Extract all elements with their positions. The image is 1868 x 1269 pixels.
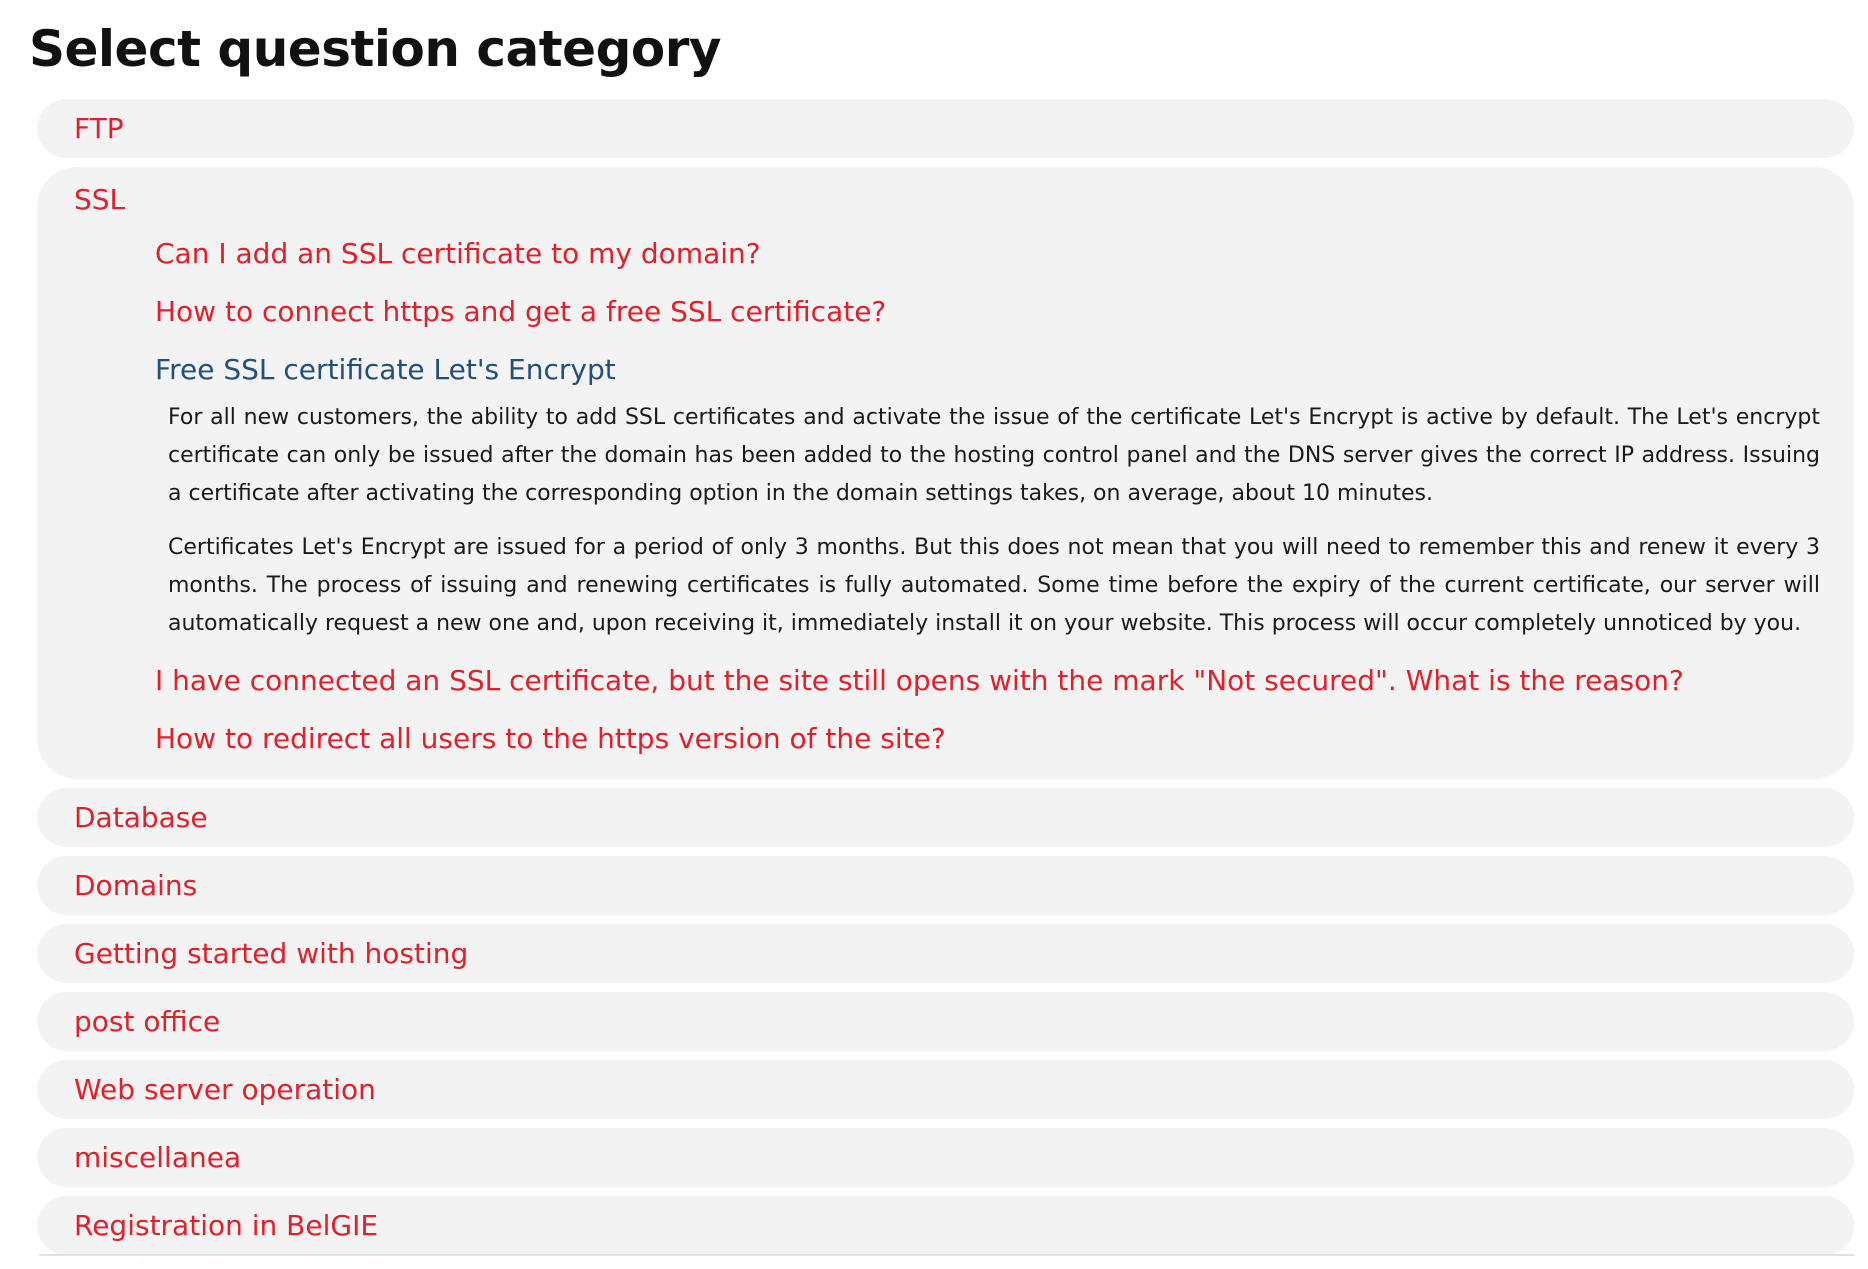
question-link[interactable]: How to connect https and get a free SSL certificate? [155, 295, 887, 328]
question-link[interactable]: How to redirect all users to the https version of the site? [155, 722, 946, 755]
divider [39, 1254, 1854, 1256]
category-ftp[interactable] [37, 99, 1854, 158]
category-domains[interactable] [37, 856, 1854, 915]
category-link[interactable]: miscellanea [74, 1141, 242, 1174]
question-link[interactable]: I have connected an SSL certificate, but the site still opens with the mark "Not secured". What is the reason? [155, 664, 1684, 697]
category-web-server[interactable] [37, 1060, 1854, 1119]
category-link[interactable]: Getting started with hosting [74, 937, 469, 970]
category-link[interactable]: FTP [74, 112, 124, 145]
category-database[interactable] [37, 788, 1854, 847]
category-getting-started[interactable] [37, 924, 1854, 983]
category-link[interactable]: post office [74, 1005, 221, 1038]
answer-panel [155, 399, 1820, 657]
category-link[interactable]: Domains [74, 869, 198, 902]
answer-paragraph: Certificates Let's Encrypt are issued for a period of only 3 months. But this does not mean that you will need to remember this and renew it every 3 months. The process of issuing and renewing certificates is fully automated. Some time before the expiry of the current certificate, our server will automatically request a new one and, upon receiving it, immediately install it on your website. This process will occur completely unnoticed by you. [168, 535, 1820, 636]
category-miscellanea[interactable] [37, 1128, 1854, 1187]
category-link[interactable]: Database [74, 801, 208, 834]
category-post-office[interactable] [37, 992, 1854, 1051]
category-link[interactable]: Registration in BelGIE [74, 1209, 379, 1242]
question-link-active[interactable]: Free SSL certificate Let's Encrypt [155, 353, 616, 386]
category-registration[interactable] [37, 1196, 1854, 1255]
category-link[interactable]: SSL [74, 183, 126, 216]
answer-paragraph: For all new customers, the ability to add SSL certificates and activate the issue of the certificate Let's Encrypt is active by default. The Let's encrypt certificate can only be issued after the domain has been added to the hosting control panel and the DNS server gives the correct IP address. Issuing a certificate after activating the corresponding option in the domain settings takes, on average, about 10 minutes. [168, 405, 1820, 506]
category-ssl [37, 167, 1854, 779]
page-title: Select question category [29, 20, 721, 78]
category-list [37, 99, 1854, 1264]
question-link[interactable]: Can I add an SSL certificate to my domain? [155, 237, 761, 270]
category-link[interactable]: Web server operation [74, 1073, 376, 1106]
question-list [37, 230, 1854, 773]
